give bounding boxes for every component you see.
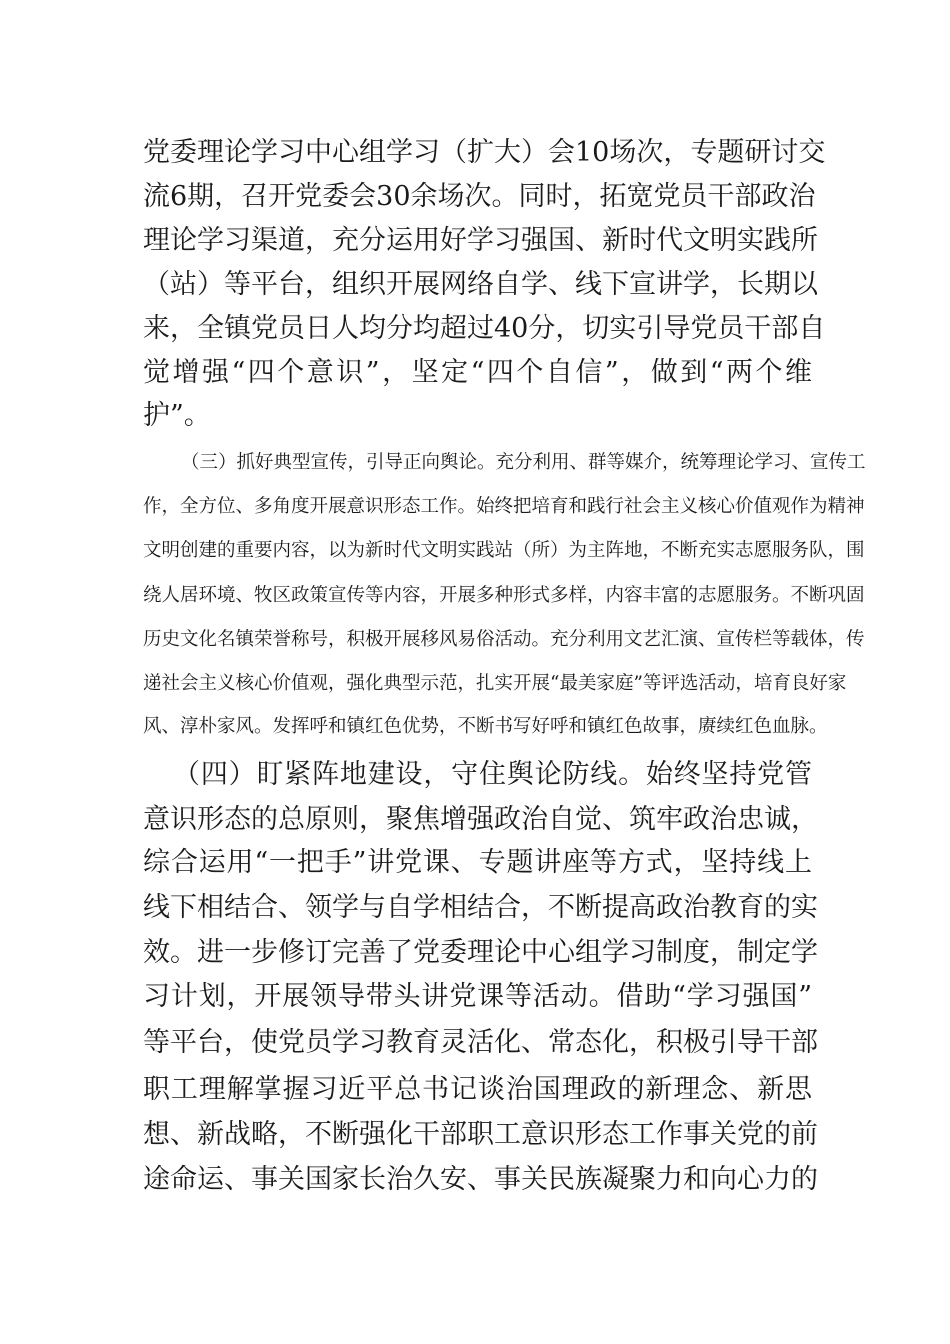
paragraph-2-line: （三）抓好典型宣传，引导正向舆论。充分利用、群等媒介，统筹理论学习、宣传工	[181, 452, 866, 473]
paragraph-1-line: 党委理论学习中心组学习（扩大）会10场次，专题研讨交	[143, 137, 826, 168]
paragraph-1-line: 理论学习渠道，充分运用好学习强国、新时代文明实践所	[143, 225, 818, 256]
paragraph-2-line: 文明创建的重要内容，以为新时代文明实践站（所）为主阵地，不断充实志愿服务队，围	[143, 540, 865, 561]
paragraph-1-line: 来，全镇党员日人均分均超过40分，切实引导党员干部自	[143, 313, 826, 344]
paragraph-2-line: 作，全方位、多角度开展意识形态工作。始终把培育和践行社会主义核心价值观作为精神	[143, 496, 865, 517]
paragraph-1-line: 流6期，召开党委会30余场次。同时，拓宽党员干部政治	[143, 181, 816, 212]
paragraph-2-line: 递社会主义核心价值观，强化典型示范，扎实开展“最美家庭”等评选活动，培育良好家	[143, 673, 847, 694]
paragraph-3-line: 效。进一步修订完善了党委理论中心组学习制度，制定学	[143, 937, 818, 968]
paragraph-1-line: （站）等平台，组织开展网络自学、线下宣讲学，长期以	[143, 269, 818, 300]
paragraph-3-line: 等平台，使党员学习教育灵活化、常态化，积极引导干部	[143, 1027, 818, 1058]
paragraph-3-line: 意识形态的总原则，聚焦增强政治自觉、筑牢政治忠诚，	[143, 804, 818, 835]
paragraph-3-line: （四）盯紧阵地建设，守住舆论防线。始终坚持党管	[173, 759, 812, 790]
paragraph-2-line: 风、淳朴家风。发挥呼和镇红色优势，不断书写好呼和镇红色故事，赓续红色血脉。	[143, 716, 828, 737]
paragraph-3-line: 综合运用“一把手”讲党课、专题讲座等方式，坚持线上	[143, 847, 812, 878]
paragraph-3-line: 途命运、事关国家长治久安、事关民族凝聚力和向心力的	[143, 1164, 818, 1195]
paragraph-3-line: 习计划，开展领导带头讲党课等活动。借助“学习强国”	[143, 981, 812, 1012]
paragraph-3-line: 职工理解掌握习近平总书记谈治国理政的新理念、新思	[143, 1074, 812, 1105]
paragraph-1-line: 护”。	[143, 400, 211, 431]
paragraph-2-line: 历史文化名镇荣誉称号，积极开展移风易俗活动。充分利用文艺汇演、宣传栏等载体，传	[143, 629, 865, 650]
paragraph-3-line: 想、新战略，不断强化干部职工意识形态工作事关党的前	[143, 1119, 818, 1150]
paragraph-1-line: 觉增强“四个意识”，坚定“四个自信”，做到“两个维	[143, 357, 812, 388]
paragraph-3-line: 线下相结合、领学与自学相结合，不断提高政治教育的实	[143, 892, 818, 923]
paragraph-2-line: 绕人居环境、牧区政策宣传等内容，开展多种形式多样，内容丰富的志愿服务。不断巩固	[143, 585, 865, 606]
